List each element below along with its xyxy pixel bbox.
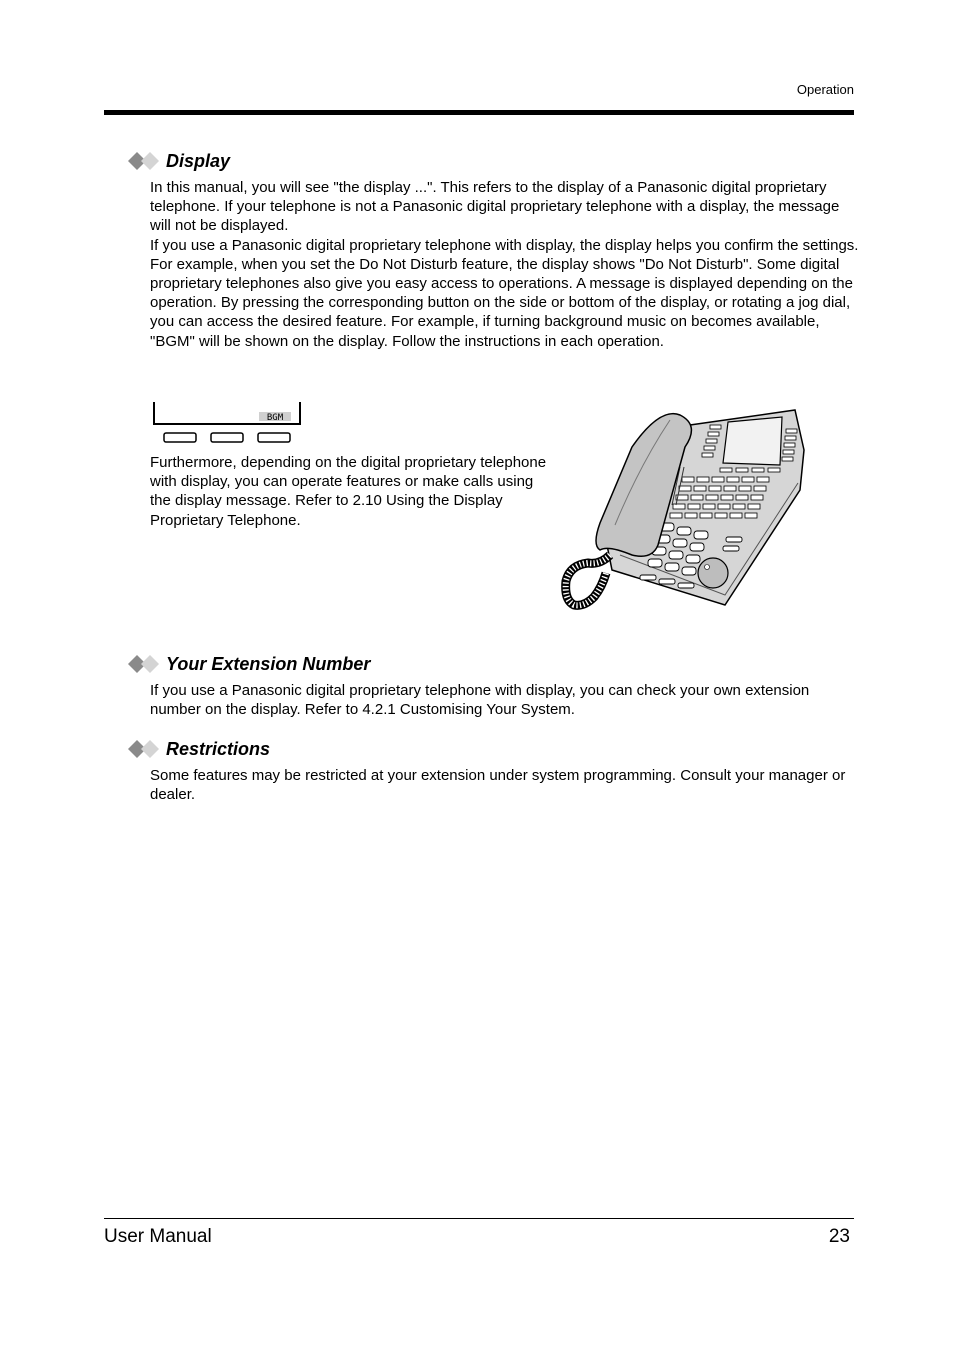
- section-heading-display: [128, 149, 230, 173]
- section-title: Your Extension Number: [166, 653, 371, 674]
- section-heading-extension: [128, 652, 370, 676]
- display-text-2: [150, 453, 555, 530]
- paragraph: If you use a Panasonic digital proprietary telephone with display, you can check your own extension number on the display. Refer to 4.2.1 Customising Your System.: [150, 682, 810, 719]
- telephone-illustration: [560, 405, 808, 613]
- section-heading-restrictions: [128, 737, 270, 761]
- soft-button: [211, 433, 243, 442]
- diamond-bullet-icon: [128, 654, 162, 674]
- header-rule: [104, 110, 854, 115]
- running-header: Operation: [796, 82, 854, 97]
- paragraph: Some features may be restricted at your extension under system programming. Consult your manager or dealer.: [150, 767, 846, 804]
- soft-button: [258, 433, 290, 442]
- lcd-display-illustration: [153, 400, 303, 446]
- footer-document-title: User Manual: [104, 1226, 212, 1247]
- section-title: Display: [166, 150, 231, 171]
- paragraph: In this manual, you will see "the display ...". This refers to the display of a Panasonic digital proprietary telephone. If your telephone is not a Panasonic digital proprietary telephone with a display, the message will not be displayed.: [150, 179, 840, 235]
- paragraph: Furthermore, depending on the digital proprietary telephone with display, you can operate features or make calls using the display message. Refer to 2.10 Using the Display Proprietary Telephone.: [150, 454, 547, 529]
- display-text: [150, 178, 860, 351]
- extension-text: [150, 681, 860, 719]
- lcd-label: BGM: [266, 413, 284, 423]
- diamond-bullet-icon: [128, 151, 162, 171]
- paragraph: If you use a Panasonic digital proprietary telephone with display, the display helps you confirm the settings. For example, when you set the Do Not Disturb feature, the display shows "Do Not Disturb". Some digital proprietary telephones also give you easy access to operations. A message is displayed depending on the operation. By pressing the corresponding button on the side or bottom of the display, or rotating a jog dial, you can access the desired feature. For example, if turning background music on becomes available, "BGM" will be shown on the display. Follow the instructions in each operation.: [150, 236, 859, 350]
- diamond-bullet-icon: [128, 739, 162, 759]
- soft-button: [164, 433, 196, 442]
- page-number: 23: [828, 1226, 850, 1247]
- restrictions-text: [150, 766, 850, 804]
- footer-rule: [104, 1218, 854, 1219]
- section-title: Restrictions: [166, 738, 271, 759]
